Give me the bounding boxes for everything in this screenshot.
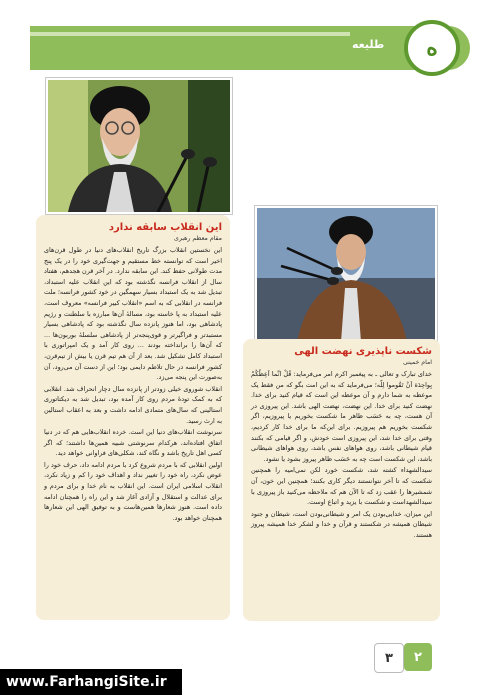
logo-mark: ه	[426, 35, 438, 61]
portrait-photo-imam	[255, 206, 437, 344]
article-box-imam	[243, 339, 440, 621]
portrait-illustration	[257, 208, 435, 342]
article-paragraph: این نخستین انقلاب بزرگ تاریخ انقلاب‌های دنیا در طول قرن‌های اخیر است که توانسته خط مستقیم و جهت‌گیری خود را در یک پنج مدت طولانی حفظ کند. این سابقه ندارد. در آخر قرن هجدهم، هفتاد سال از انقلاب فرانسه نگذشته بود که این انقلاب علیه استبداد، تبدیل شد به یک استبداد بسیار سهمگین در خود کشور فرانسه؛ ملت فرانسه در انقلابی که به اسم «انقلاب کبیر فرانسه» معروف است، علیه استبداد به پا خاسته بود، مسالهٔ آن‌ها مبارزه با سلطنت و رژیم پادشاهی بود، اما هنوز پانزده سال نگذشته بود که پادشاهی بسیار مستبدتر و فراگیرتر و قوی‌پنجه‌تر از پادشاهی سلسلهٔ بوربون‌ها ... که آن‌ها را برانداخته بودند ... روی کار آمد و یک امپراتوری با استبداد کامل تشکیل شد. بعد از آن هم تیم قرن یا بیش از تیم‌قرن، کشور فرانسه در حال تلاطم دایمی بود؛ این از دست آن می‌رود، آن به‌صورت این پنجه می‌زد.	[44, 246, 222, 382]
article-title: شکست ناپذیری نهضت الهی	[294, 346, 432, 357]
article-paragraph: سیدالشهداء کشته شد، شکست خورد لکن نمی‌امیه را همچنین شکست که تا آخر نتوانستند دیگر کاری بکنند؛ همچنین این خون، آن شمشیرها را عقب زد که تا الآن هم که ملاحظه می‌کنید باز پیروزی با سیدالشهداست و شکست با یزید و اتباع اوست.	[251, 466, 432, 507]
portrait-photo-leader	[46, 78, 232, 214]
article-paragraph: انقلاب شوروی خیلی زودتر از پانزده سال دچار انحراف شد. انقلابی که به کمک تودهٔ مردم روی کار آمده بود، تبدیل شد به دیکتاتوری استالینی که سال‌های متمادی ادامه داشت و بعد به اعقاب استالین به ارث رسید.	[44, 384, 222, 425]
article-byline: مقام معظم رهبری	[174, 235, 222, 242]
page-number-right: ۲	[404, 643, 432, 671]
magazine-logo	[404, 20, 460, 76]
site-watermark: www.FarhangiSite.ir	[0, 669, 182, 695]
article-paragraph: این میزان، خدایی‌بودن یک امر و شیطانی‌بودن است، شیطان و جنود شیطان همیشه در شکستند و قرآن و خدا و لشکر خدا همیشه پیروز هستند.	[251, 509, 432, 539]
article-byline: امام خمینی	[402, 359, 432, 366]
article-paragraph: سرنوشت انقلاب‌های دنیا این است. خرده انقلاب‌هایی هم که در دنیا اتفاق افتاده‌اند، هرکدام سرنوشتی شبیه همین‌ها داشتند؛ که اگر کسی اهل تاریخ باشد و نگاه کند، شکلی‌های فراوانی خواهد دید.	[44, 428, 222, 458]
page-number-left: ۳	[374, 643, 404, 673]
section-label: طلیعه	[352, 38, 385, 51]
article-paragraph: خدای تبارک و تعالی ـ به پیغمبر اکرم امر می‌فرماید: قُلْ انَّما اَعِظُکُمْ بِواحِدَة اَنْ تَقُوموا لِلّه؛ می‌فرماید که به این امت بگو که من فقط یک موعظه به شما دارم و آن موعظه این است که قیام کنید برای خدا. نهضت کنید برای خدا. این نهضت، نهضت الهی باشد. این پیروزی در آن هست، چه به حَسَب ظاهر ما شکست بخوریم یا پیروزیم، اگر شکست بخوریم هم پیروزیم. برای این‌که ما برای خدا کار کردیم، وقتی برای خدا شد، این پیروزی است خودش، و اگر قیامی که بکنند قیام شیطانی باشد، روی هواهای نفس باشد، روی هواهای شیطانی باشد، این شکست است چه به حَسَب ظاهر پیروز بشود یا نشود.	[251, 370, 432, 463]
portrait-illustration	[48, 80, 230, 212]
article-title: این انقلاب سابقه ندارد	[108, 222, 222, 233]
article-box-leader	[36, 215, 230, 620]
article-body	[44, 245, 222, 523]
article-body	[251, 369, 432, 541]
header-stripe	[30, 32, 350, 36]
article-paragraph: اولین انقلابی که با مردم شروع کرد با مردم ادامه داد، حرف خود را عوض نکرد، راه خود را تغییر نداد و اهداف خود را کم و زیاد نکرد، انقلاب اسلامی ایران است. این انقلاب به نام خدا و برای مردم و برای عدالت و استقلال و آزادی آغاز شد و این راه را همچنان ادامه داده است. هنوز شعارها همین‌هاست و به توفیق الهی این شعارها همچنان خواهد بود.	[44, 460, 222, 522]
